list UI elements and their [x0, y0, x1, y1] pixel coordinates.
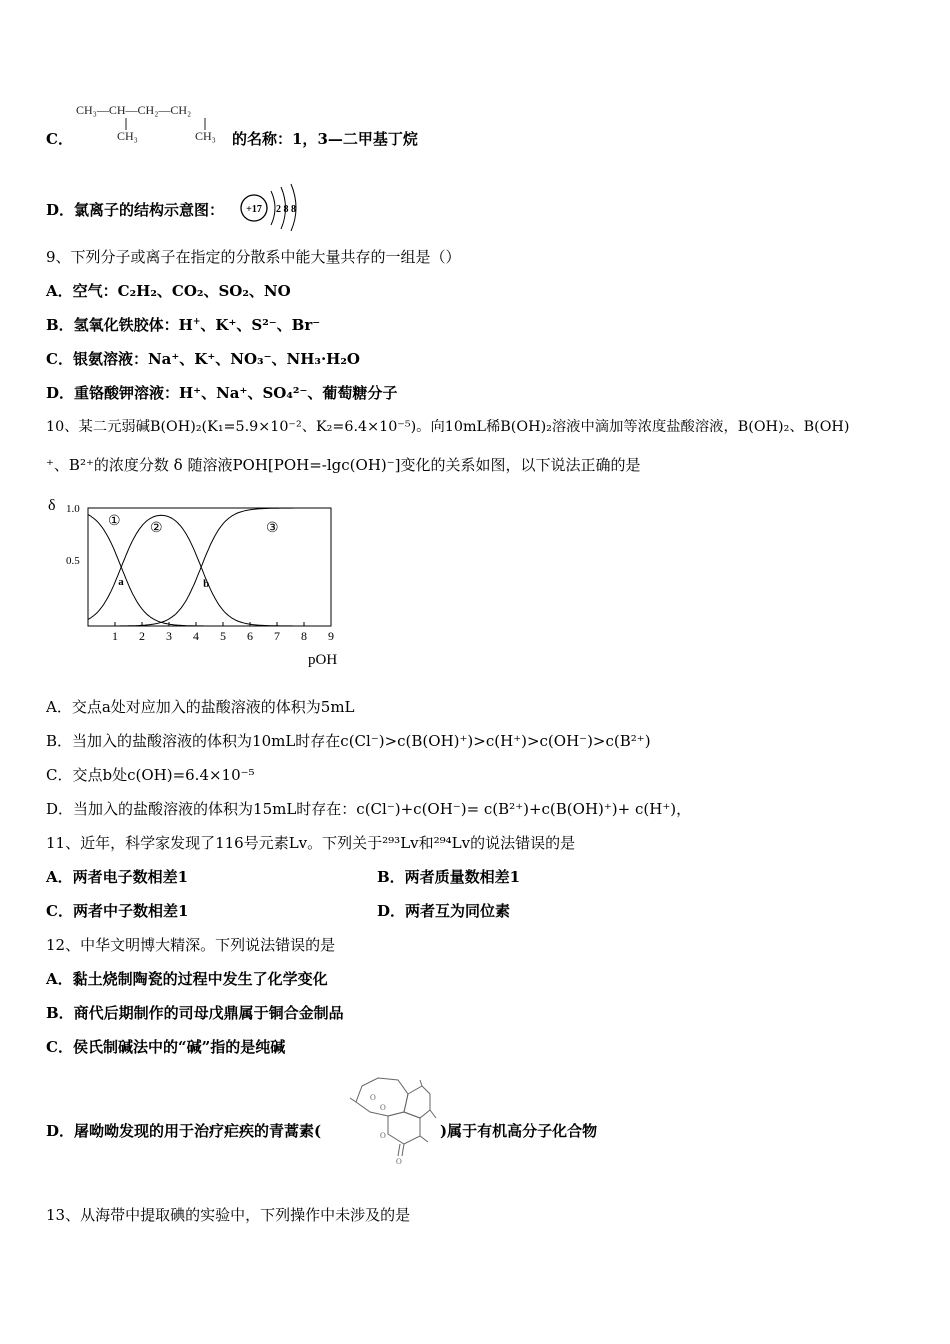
chart-x-tick-label: 6: [247, 629, 253, 643]
q8-option-c-label: C．: [46, 130, 73, 148]
q12-stem: 12、中华文明博大精深。下列说法错误的是: [46, 936, 336, 954]
q9-option-b-pre: B．氢氧化铁胶体：H: [46, 316, 193, 334]
chart-plot-frame: [88, 508, 331, 626]
q10-stem-line1: 10、某二元弱碱B(OH)₂(K₁=5.9×10⁻²、K₂=6.4×10⁻⁵)。向10mL稀B(OH)₂溶液中滴加等浓度盐酸溶液，B(OH)₂、B(OH): [46, 419, 850, 435]
q11-stem: 11、近年，科学家发现了116号元素Lv。下列关于²⁹³Lv和²⁹⁴Lv的说法错误的是: [46, 834, 576, 852]
q11-option-d: D．两者互为同位素: [377, 902, 511, 920]
q12-option-c: C．侯氏制碱法中的“碱”指的是纯碱: [46, 1038, 286, 1056]
q12-option-a: A．黏土烧制陶瓷的过程中发生了化学变化: [46, 970, 328, 988]
q11-option-b: B．两者质量数相差1: [377, 868, 521, 886]
svg-text:O: O: [396, 1157, 402, 1164]
svg-text:O: O: [380, 1103, 386, 1112]
chart-x-tick-label: 4: [193, 629, 199, 643]
q9-option-b: B．氢氧化铁胶体：H+、K⁺、S²⁻、Br⁻: [46, 316, 321, 334]
chart-x-label: pOH: [308, 652, 338, 668]
curve-label-2: ②: [150, 521, 163, 536]
artemisinin-structure: [340, 1068, 440, 1164]
curve-3-b-2plus: [88, 515, 331, 626]
q11-option-c: C．两者中子数相差1: [46, 902, 189, 920]
chart-x-tick-label: 2: [139, 629, 145, 643]
q12-option-d-post: )属于有机高分子化合物: [440, 1122, 598, 1140]
curve-2-b-oh-plus: [88, 515, 331, 626]
svg-text:O: O: [370, 1093, 376, 1102]
q9-stem: 9、下列分子或离子在指定的分散系中能大量共存的一组是（）: [46, 248, 461, 266]
curve-label-1: ①: [108, 514, 121, 529]
q12-option-b: B．商代后期制作的司母戊鼎属于铜合金制品: [46, 1004, 344, 1022]
q8-c-formula-branch2: CH₃: [195, 129, 216, 143]
chart-x-tick-label: 5: [220, 629, 226, 643]
q9-option-a: A．空气：C₂H₂、CO₂、SO₂、NO: [46, 282, 291, 300]
q10-option-b: B．当加入的盐酸溶液的体积为10mL时存在c(Cl⁻)>c(B(OH)⁺)>c(H⁺)>c(OH⁻)>c(B²⁺): [46, 732, 651, 750]
q9-option-b-rest: 、K⁺、S²⁻、Br⁻: [200, 316, 321, 334]
q8-c-formula-branch1: CH₃: [117, 129, 138, 143]
q8-option-d: [46, 199, 224, 220]
chart-y-label: δ: [48, 497, 56, 514]
q8-c-formula-main: CH₃—CH—CH₂—CH₂: [76, 103, 192, 117]
intersection-point-a: a: [118, 576, 124, 588]
q10-option-c: C．交点b处c(OH)=6.4×10⁻⁵: [46, 766, 255, 784]
chart-x-tick-label: 1: [112, 629, 118, 643]
q10-stem-line2: ⁺、B²⁺的浓度分数 δ 随溶液POH[POH=-lgc(OH)⁻]变化的关系如图，以下说法正确的是: [46, 456, 641, 474]
chart-x-tick-label: 3: [166, 629, 172, 643]
q12-option-d-pre: D．屠呦呦发现的用于治疗疟疾的青蒿素(: [46, 1122, 322, 1140]
chart-x-tick-label: 9: [328, 629, 334, 643]
chart-ytick-0-5: 0.5: [66, 555, 80, 567]
chart-x-tick-label: 8: [301, 629, 307, 643]
q8-option-d-label: D．: [46, 201, 75, 219]
chart-x-tick-label: 7: [274, 629, 280, 643]
chloride-ion-diagram: [238, 183, 306, 231]
q8-option-c-text: 的名称：1，3—二甲基丁烷: [232, 130, 418, 148]
q9-option-c: C．银氨溶液：Na⁺、K⁺、NO₃⁻、NH₃·H₂O: [46, 350, 360, 368]
intersection-point-b: b: [203, 578, 210, 590]
curve-1-b-oh-2: [88, 508, 331, 626]
chart-ytick-1: 1.0: [66, 503, 80, 515]
q9-option-d: D．重铬酸钾溶液：H⁺、Na⁺、SO₄²⁻、葡萄糖分子: [46, 384, 398, 402]
ion-electron-shells: 2 8 8: [276, 204, 296, 215]
q8-option-d-text: 氯离子的结构示意图：: [74, 201, 225, 219]
q10-option-a: A．交点a处对应加入的盐酸溶液的体积为5mL: [46, 698, 355, 716]
q13-stem: 13、从海带中提取碘的实验中，下列操作中未涉及的是: [46, 1206, 411, 1224]
q10-option-d: D．当加入的盐酸溶液的体积为15mL时存在：c(Cl⁻)+c(OH⁻)= c(B²⁺)+c(B(OH)⁺)+ c(H⁺)，: [46, 800, 692, 818]
svg-text:O: O: [380, 1131, 386, 1140]
ion-nucleus-charge: +17: [246, 204, 262, 215]
curve-label-3: ③: [266, 521, 279, 536]
species-distribution-chart: [46, 492, 356, 672]
q11-option-a: A．两者电子数相差1: [46, 868, 189, 886]
